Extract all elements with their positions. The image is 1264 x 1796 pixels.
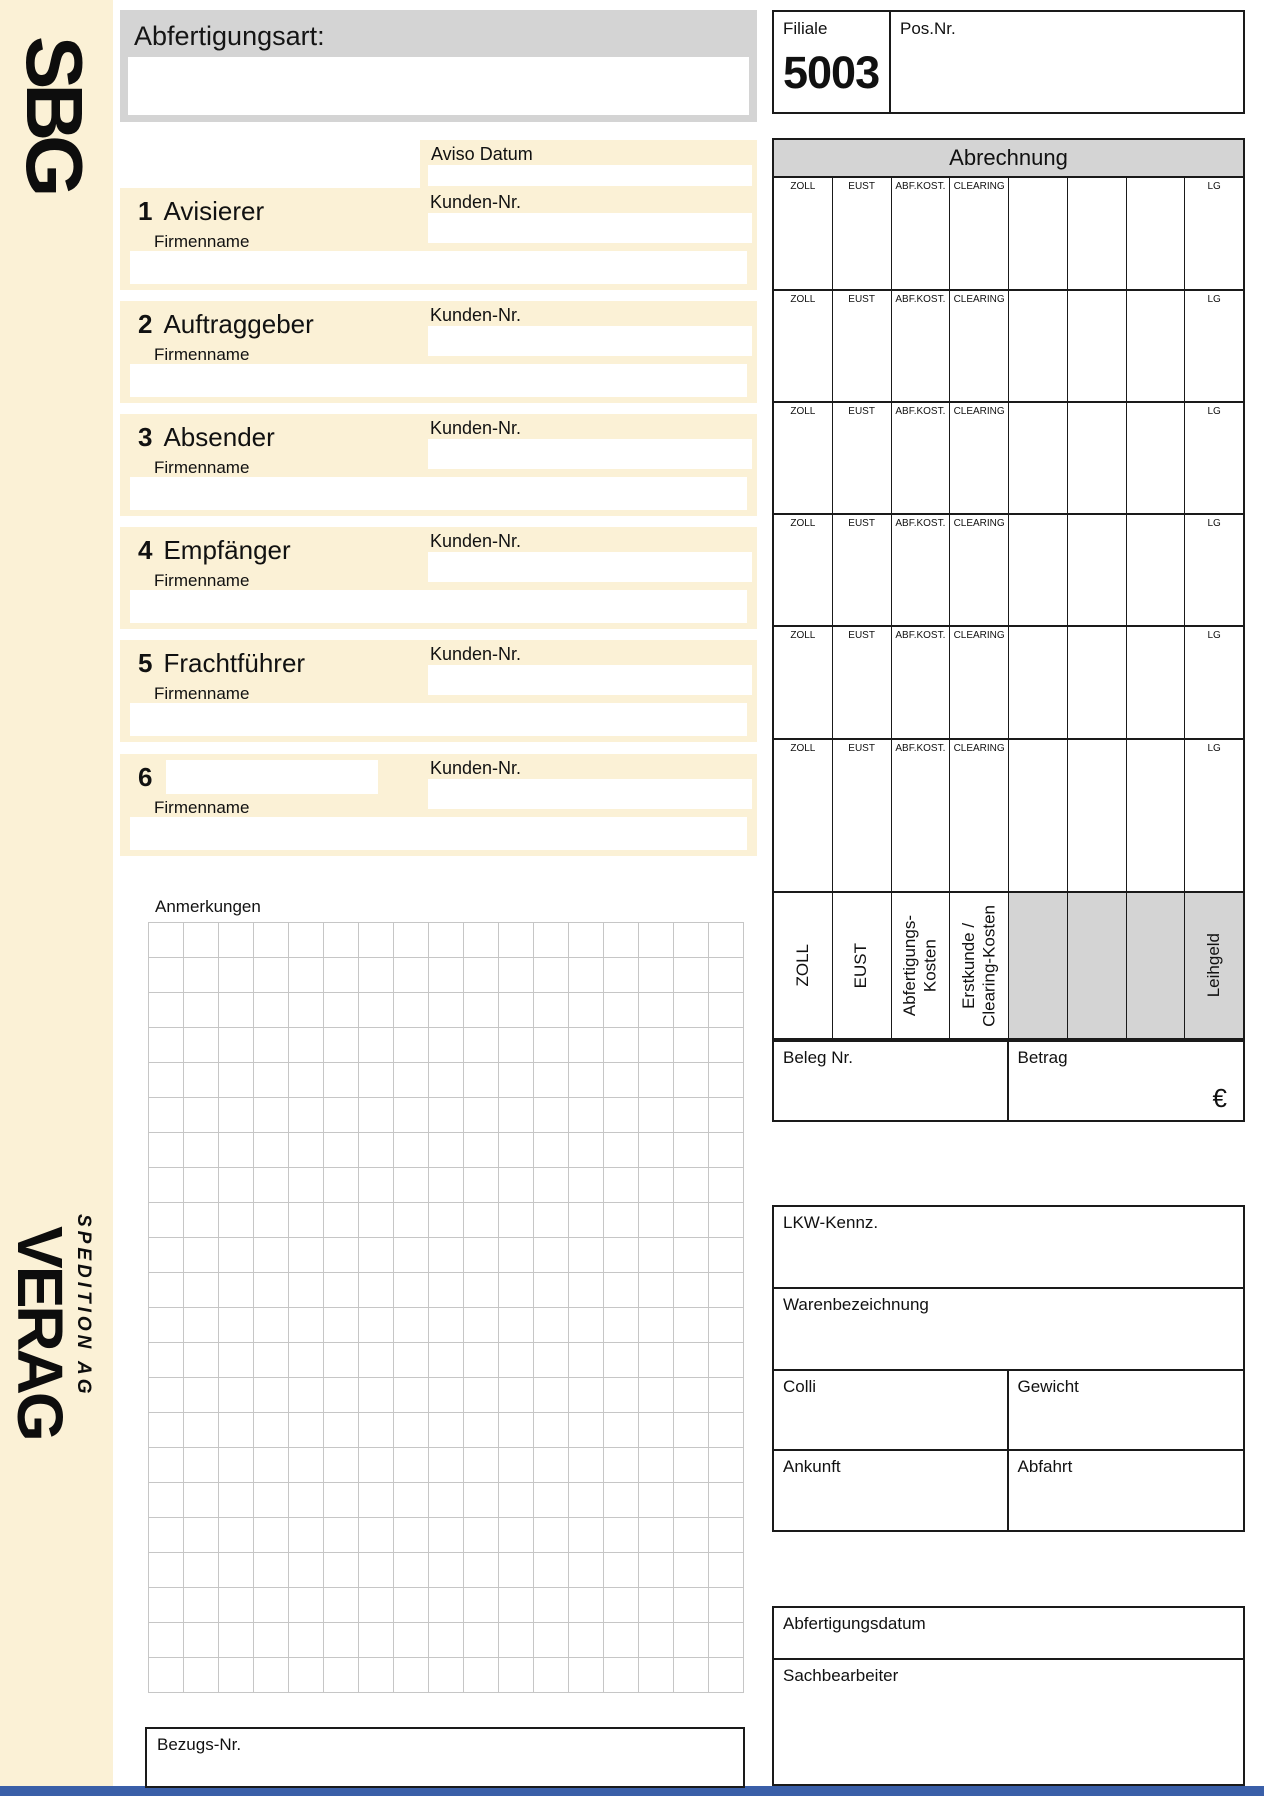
abrechnung-column-label: LG xyxy=(1207,743,1221,754)
abrechnung-cell[interactable] xyxy=(1185,291,1243,401)
filiale-label: Filiale xyxy=(783,19,828,38)
section-number: 6 xyxy=(138,762,153,792)
firmenname-input[interactable] xyxy=(130,817,747,850)
betrag-label: Betrag xyxy=(1017,1048,1068,1067)
section-title xyxy=(138,422,275,453)
bezugs-nr-field[interactable] xyxy=(145,1727,745,1788)
abrechnung-column-label xyxy=(1009,515,1067,518)
kunden-nr-label: Kunden-Nr. xyxy=(430,531,522,551)
gewicht-label: Gewicht xyxy=(1017,1377,1079,1396)
abrechnung-cell[interactable] xyxy=(892,291,951,401)
abfertigungsart-input[interactable] xyxy=(128,57,749,115)
abrechnung-cell[interactable] xyxy=(892,178,951,289)
abrechnung-column-label: ZOLL xyxy=(790,181,816,192)
abrechnung-cell[interactable] xyxy=(1127,291,1186,401)
abrechnung-cell[interactable] xyxy=(1009,627,1068,738)
shipment-group xyxy=(772,1205,1245,1532)
abrechnung-cell[interactable] xyxy=(833,627,892,738)
abfahrt-field[interactable] xyxy=(1009,1451,1244,1530)
abrechnung-column-label xyxy=(1009,740,1067,743)
section-number: 4 xyxy=(138,535,153,565)
sbg-logo: SBG xyxy=(10,36,99,192)
abrechnung-cell[interactable] xyxy=(833,515,892,625)
section-title xyxy=(138,196,264,227)
abrechnung-cell[interactable] xyxy=(1068,178,1127,289)
firmenname-label: Firmenname xyxy=(154,798,250,817)
abrechnung-cell[interactable] xyxy=(1009,291,1068,401)
gewicht-field[interactable] xyxy=(1009,1371,1244,1449)
abrechnung-cell[interactable] xyxy=(892,740,951,891)
abrechnung-column-label: LG xyxy=(1207,406,1221,417)
abrechnung-column-label: LG xyxy=(1207,294,1221,305)
abrechnung-column-label xyxy=(1127,515,1185,518)
abrechnung-row xyxy=(774,740,1243,891)
abrechnung-cell[interactable] xyxy=(1009,403,1068,513)
abrechnung-footer-cell xyxy=(1127,893,1186,1038)
beleg-nr-label: Beleg Nr. xyxy=(783,1048,853,1067)
abrechnung-column-label: ABF.KOST. xyxy=(895,743,946,754)
abrechnung-column-label xyxy=(1068,178,1126,181)
abrechnung-column-label xyxy=(1068,403,1126,406)
abrechnung-column-label xyxy=(1068,291,1126,294)
firmenname-input[interactable] xyxy=(130,703,747,736)
sachbearbeiter-field[interactable] xyxy=(774,1660,1243,1784)
abrechnung-header: Abrechnung xyxy=(772,138,1245,178)
kunden-nr-label: Kunden-Nr. xyxy=(430,192,522,212)
abrechnung-cell[interactable] xyxy=(833,291,892,401)
abrechnung-footer-label: Leihgeld xyxy=(1203,933,1223,998)
section-number: 5 xyxy=(138,648,153,678)
abrechnung-footer-cell xyxy=(950,893,1009,1038)
section-title-text: Frachtführer xyxy=(163,648,306,678)
abrechnung-row xyxy=(774,178,1243,291)
abrechnung-cell[interactable] xyxy=(1127,178,1186,289)
abrechnung-column-label: ZOLL xyxy=(790,406,816,417)
ankunft-label: Ankunft xyxy=(783,1457,841,1476)
abrechnung-cell[interactable] xyxy=(774,740,833,891)
abrechnung-footer-cell xyxy=(1009,893,1068,1038)
abrechnung-column-label xyxy=(1009,178,1067,181)
abrechnung-cell[interactable] xyxy=(1009,515,1068,625)
abfahrt-label: Abfahrt xyxy=(1017,1457,1073,1476)
firmenname-label: Firmenname xyxy=(154,684,250,703)
section-number: 1 xyxy=(138,196,153,226)
abrechnung-cell[interactable] xyxy=(774,515,833,625)
abrechnung-row xyxy=(774,627,1243,740)
abrechnung-column-label: EUST xyxy=(848,181,875,192)
abrechnung-cell[interactable] xyxy=(1185,403,1243,513)
abrechnung-column-label xyxy=(1127,627,1185,630)
abrechnung-footer-label: Abfertigungs- Kosten xyxy=(899,914,940,1017)
abrechnung-footer-label: EUST xyxy=(851,942,871,989)
lkw-kennz-label: LKW-Kennz. xyxy=(783,1213,879,1232)
kunden-nr-input[interactable] xyxy=(428,665,752,695)
section-number: 3 xyxy=(138,422,153,452)
abrechnung-footer-cell xyxy=(1185,893,1243,1038)
abrechnung-column-label: ABF.KOST. xyxy=(895,294,946,305)
abrechnung-cell[interactable] xyxy=(833,740,892,891)
abrechnung-cell[interactable] xyxy=(950,740,1009,891)
abrechnung-column-label: EUST xyxy=(848,294,875,305)
abfertigungsdatum-label: Abfertigungsdatum xyxy=(783,1614,926,1633)
abrechnung-cell[interactable] xyxy=(1127,740,1186,891)
euro-symbol: € xyxy=(1212,1083,1227,1113)
abrechnung-cell[interactable] xyxy=(1068,627,1127,738)
kunden-nr-label: Kunden-Nr. xyxy=(430,758,522,778)
section-title-text: Absender xyxy=(163,422,275,452)
abrechnung-cell[interactable] xyxy=(1127,403,1186,513)
abrechnung-column-label: LG xyxy=(1207,630,1221,641)
abrechnung-cell[interactable] xyxy=(1068,291,1127,401)
section-title xyxy=(138,762,163,793)
abrechnung-column-label xyxy=(1009,403,1067,406)
abrechnung-cell[interactable] xyxy=(833,403,892,513)
section-title xyxy=(138,309,314,340)
abrechnung-footer-cell xyxy=(892,893,951,1038)
abrechnung-footer-label: ZOLL xyxy=(792,944,812,987)
abrechnung-column-label: CLEARING xyxy=(953,630,1005,641)
firmenname-label: Firmenname xyxy=(154,232,250,251)
abrechnung-footer-label: Erstkunde / Clearing-Kosten xyxy=(958,904,999,1027)
kunden-nr-input[interactable] xyxy=(428,779,752,809)
abrechnung-cell[interactable] xyxy=(774,178,833,289)
abrechnung-column-label: ABF.KOST. xyxy=(895,181,946,192)
abrechnung-column-label xyxy=(1068,740,1126,743)
abrechnung-footer-cell xyxy=(833,893,892,1038)
section-auftraggeber xyxy=(120,301,757,403)
kunden-nr-input[interactable] xyxy=(428,326,752,356)
abrechnung-cell[interactable] xyxy=(1185,515,1243,625)
abrechnung-column-label xyxy=(1009,291,1067,294)
abrechnung-cell[interactable] xyxy=(1185,178,1243,289)
anmerkungen-grid[interactable] xyxy=(148,922,744,1693)
abrechnung-footer xyxy=(772,893,1245,1040)
abrechnung-cell[interactable] xyxy=(950,515,1009,625)
abrechnung-row xyxy=(774,403,1243,515)
kunden-nr-label: Kunden-Nr. xyxy=(430,418,522,438)
bezugs-nr-label: Bezugs-Nr. xyxy=(157,1735,242,1754)
section-absender xyxy=(120,414,757,516)
abrechnung-column-label xyxy=(1009,627,1067,630)
abrechnung-column-label: CLEARING xyxy=(953,294,1005,305)
posnr-field[interactable] xyxy=(891,12,1243,112)
abrechnung-column-label xyxy=(1068,515,1126,518)
abrechnung-column-label: ZOLL xyxy=(790,743,816,754)
section-title-input[interactable] xyxy=(166,760,378,794)
warenbezeichnung-label: Warenbezeichnung xyxy=(783,1295,929,1314)
abrechnung-column-label: CLEARING xyxy=(953,406,1005,417)
abrechnung-cell[interactable] xyxy=(1127,515,1186,625)
abfertigungsart-panel xyxy=(120,10,757,122)
abrechnung-cell[interactable] xyxy=(774,627,833,738)
firmenname-label: Firmenname xyxy=(154,345,250,364)
abrechnung-column-label: ABF.KOST. xyxy=(895,518,946,529)
abrechnung-column-label: ZOLL xyxy=(790,294,816,305)
abrechnung-table xyxy=(772,178,1245,893)
abrechnung-cell[interactable] xyxy=(950,291,1009,401)
sachbearbeiter-label: Sachbearbeiter xyxy=(783,1666,899,1685)
datum-group xyxy=(772,1606,1245,1786)
abrechnung-cell[interactable] xyxy=(774,403,833,513)
abrechnung-column-label: EUST xyxy=(848,630,875,641)
kunden-nr-label: Kunden-Nr. xyxy=(430,644,522,664)
kunden-nr-input[interactable] xyxy=(428,552,752,582)
abfertigungsart-label: Abfertigungsart: xyxy=(134,21,325,51)
abrechnung-column-label xyxy=(1127,740,1185,743)
section-avisierer xyxy=(120,188,757,290)
firmenname-label: Firmenname xyxy=(154,458,250,477)
abrechnung-column-label: EUST xyxy=(848,743,875,754)
beleg-nr-field[interactable] xyxy=(774,1042,1009,1120)
abrechnung-column-label: ABF.KOST. xyxy=(895,406,946,417)
kunden-nr-input[interactable] xyxy=(428,213,752,243)
filiale-posnr-box xyxy=(772,10,1245,114)
abrechnung-footer-cell xyxy=(774,893,833,1038)
abrechnung-cell[interactable] xyxy=(774,291,833,401)
abrechnung-column-label xyxy=(1127,178,1185,181)
abrechnung-cell[interactable] xyxy=(1127,627,1186,738)
abrechnung-column-label: ABF.KOST. xyxy=(895,630,946,641)
section-title-text: Auftraggeber xyxy=(163,309,314,339)
firmenname-input[interactable] xyxy=(130,251,747,284)
abrechnung-cell[interactable] xyxy=(950,627,1009,738)
abrechnung-cell[interactable] xyxy=(892,403,951,513)
abrechnung-cell[interactable] xyxy=(892,515,951,625)
abrechnung-cell[interactable] xyxy=(1068,740,1127,891)
abrechnung-cell[interactable] xyxy=(1068,403,1127,513)
abrechnung-cell[interactable] xyxy=(1009,740,1068,891)
colli-label: Colli xyxy=(783,1377,817,1396)
abrechnung-column-label xyxy=(1068,627,1126,630)
beleg-betrag-row xyxy=(772,1040,1245,1122)
section-frachtfuehrer xyxy=(120,640,757,742)
abrechnung-column-label: CLEARING xyxy=(953,743,1005,754)
filiale-cell xyxy=(774,12,891,112)
colli-field[interactable] xyxy=(774,1371,1009,1449)
abrechnung-column-label: EUST xyxy=(848,518,875,529)
kunden-nr-label: Kunden-Nr. xyxy=(430,305,522,325)
section-title xyxy=(138,535,291,566)
colli-gewicht-row xyxy=(774,1371,1243,1451)
abrechnung-cell[interactable] xyxy=(833,178,892,289)
aviso-datum-strip xyxy=(420,140,757,188)
abrechnung-column-label: ZOLL xyxy=(790,518,816,529)
lkw-kennz-field[interactable] xyxy=(774,1207,1243,1289)
abrechnung-column-label: EUST xyxy=(848,406,875,417)
abrechnung-column-label xyxy=(1127,291,1185,294)
abrechnung-column-label: LG xyxy=(1207,181,1221,192)
firmenname-input[interactable] xyxy=(130,590,747,623)
section-number: 2 xyxy=(138,309,153,339)
abrechnung-cell[interactable] xyxy=(1185,740,1243,891)
kunden-nr-input[interactable] xyxy=(428,439,752,469)
verag-logo: VERAG xyxy=(4,1226,76,1439)
abrechnung-column-label: LG xyxy=(1207,518,1221,529)
abrechnung-column-label xyxy=(1127,403,1185,406)
section-title xyxy=(138,648,305,679)
firmenname-input[interactable] xyxy=(130,364,747,397)
aviso-datum-input[interactable] xyxy=(428,165,752,186)
abrechnung-column-label: CLEARING xyxy=(953,181,1005,192)
section-title-text: Avisierer xyxy=(163,196,265,226)
abrechnung-row xyxy=(774,515,1243,627)
firmenname-label: Firmenname xyxy=(154,571,250,590)
betrag-field[interactable] xyxy=(1009,1042,1244,1120)
posnr-label: Pos.Nr. xyxy=(900,19,956,38)
ankunft-abfahrt-row xyxy=(774,1451,1243,1530)
abrechnung-column-label: ZOLL xyxy=(790,630,816,641)
aviso-datum-label: Aviso Datum xyxy=(431,144,533,164)
abrechnung-cell[interactable] xyxy=(892,627,951,738)
section-empfaenger xyxy=(120,527,757,629)
filiale-number: 5003 xyxy=(783,47,880,98)
abfertigungsdatum-field[interactable] xyxy=(774,1608,1243,1660)
firmenname-input[interactable] xyxy=(130,477,747,510)
verag-logo-subtitle: SPEDITION AG xyxy=(73,1214,94,1398)
abrechnung-cell[interactable] xyxy=(1068,515,1127,625)
abrechnung-footer-cell xyxy=(1068,893,1127,1038)
section-title-text: Empfänger xyxy=(163,535,291,565)
left-brand-strip xyxy=(0,0,113,1786)
abrechnung-cell[interactable] xyxy=(1009,178,1068,289)
anmerkungen-label: Anmerkungen xyxy=(155,897,261,916)
abrechnung-cell[interactable] xyxy=(950,403,1009,513)
warenbezeichnung-field[interactable] xyxy=(774,1289,1243,1371)
abrechnung-cell[interactable] xyxy=(950,178,1009,289)
section-six xyxy=(120,754,757,856)
abrechnung-cell[interactable] xyxy=(1185,627,1243,738)
abrechnung-row xyxy=(774,291,1243,403)
abrechnung-column-label: CLEARING xyxy=(953,518,1005,529)
ankunft-field[interactable] xyxy=(774,1451,1009,1530)
